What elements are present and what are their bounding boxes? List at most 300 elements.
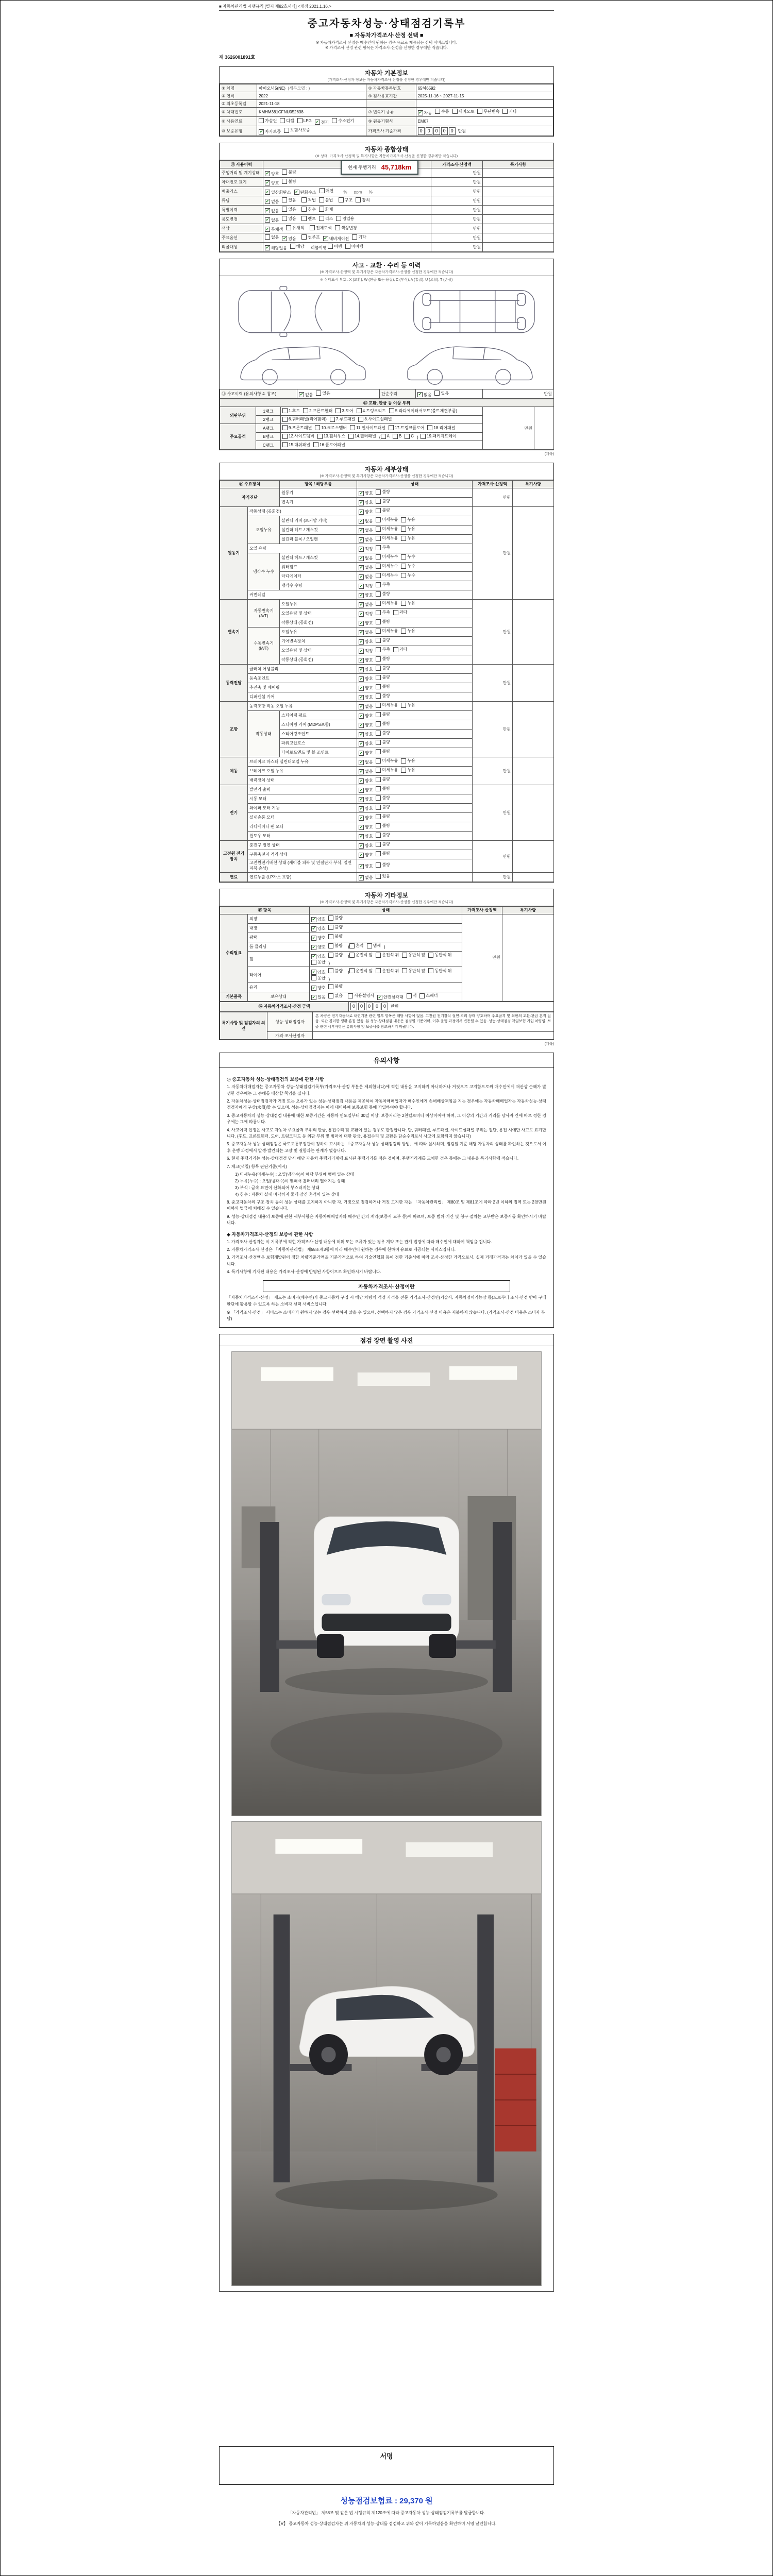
- checkbox-불량[interactable]: [376, 489, 390, 495]
- checkbox-있음[interactable]: [376, 873, 390, 879]
- checkbox-불량[interactable]: [376, 591, 390, 597]
- checkbox-label: 불량: [334, 925, 343, 930]
- checkbox-mark: [367, 943, 372, 948]
- checkbox-14.필러패널[interactable]: [348, 433, 376, 439]
- checkbox-label: 불량: [334, 943, 343, 948]
- text: 오일유량 및 상태: [281, 648, 312, 653]
- checkbox-9.프론트패널[interactable]: [282, 425, 312, 431]
- cell: [310, 951, 462, 967]
- checkbox-11.인사이드패널[interactable]: [350, 425, 385, 431]
- checkbox-미세누유[interactable]: [376, 535, 398, 541]
- checkbox-수소전기[interactable]: [332, 118, 354, 124]
- cell: [357, 497, 473, 506]
- checkbox-mark: ✔: [359, 713, 363, 718]
- checkbox-불량[interactable]: [328, 984, 342, 989]
- checkbox-불량[interactable]: [376, 739, 390, 745]
- checkbox-기타[interactable]: [352, 234, 366, 240]
- checkbox-있음[interactable]: [282, 197, 296, 203]
- checkbox-동반석 뒤[interactable]: [428, 968, 451, 974]
- checkbox-16.플로어패널[interactable]: [313, 442, 345, 448]
- cell: [248, 710, 280, 757]
- checkbox-양호[interactable]: [359, 834, 373, 839]
- checkbox-양호[interactable]: [359, 863, 373, 869]
- table-row: [220, 1032, 554, 1040]
- checkbox-불량[interactable]: [376, 711, 390, 717]
- text: 와이퍼 모터 기능: [249, 805, 280, 810]
- checkbox-label: 양호: [365, 834, 373, 839]
- checkbox-label: 2.프론트휀더: [309, 408, 333, 413]
- cell: [357, 599, 473, 608]
- checkbox-누수[interactable]: [401, 563, 415, 569]
- checkbox-누수[interactable]: [401, 554, 415, 560]
- checkbox-미세누수[interactable]: [376, 572, 398, 578]
- text: 수동변속기 (M/T): [254, 641, 275, 651]
- checkbox-mark: [336, 216, 341, 221]
- text: 리콜대상: [222, 245, 238, 250]
- checkbox-없음[interactable]: [265, 217, 279, 223]
- text: 고전원 전기장치: [223, 851, 244, 862]
- checkbox-불량[interactable]: [328, 924, 342, 930]
- checkbox-label: 미이행: [351, 244, 363, 249]
- checkbox-매연[interactable]: [320, 188, 333, 194]
- checkbox-양호[interactable]: [359, 796, 373, 802]
- checkbox-운전석 앞[interactable]: [349, 952, 373, 958]
- checkbox-양호[interactable]: [311, 935, 325, 941]
- checkbox-미세누유[interactable]: [376, 758, 398, 764]
- checkbox-불량[interactable]: [328, 943, 342, 948]
- checkbox-양호[interactable]: [359, 509, 373, 515]
- checkbox-미세누수[interactable]: [376, 554, 398, 560]
- checkbox-양호[interactable]: [359, 824, 373, 830]
- checkbox-자동[interactable]: [418, 110, 432, 116]
- checkbox-적정[interactable]: [359, 546, 373, 552]
- checkbox-없음[interactable]: [359, 518, 373, 524]
- checkbox-동반석 뒤[interactable]: [428, 952, 451, 958]
- cell: [357, 544, 473, 553]
- checkbox-잭[interactable]: [407, 993, 417, 998]
- checkbox-불량[interactable]: [376, 730, 390, 736]
- checkbox-19.패키지트레이[interactable]: [421, 433, 457, 439]
- checkbox-적정[interactable]: [359, 648, 373, 654]
- checkbox-운전석 앞[interactable]: [349, 968, 373, 974]
- cell: [357, 506, 473, 516]
- checkbox-장치[interactable]: [356, 197, 369, 203]
- checkbox-없음[interactable]: [359, 704, 373, 709]
- checkbox-무채색[interactable]: [265, 227, 283, 232]
- checkbox-불량[interactable]: [376, 749, 390, 754]
- cell: [483, 178, 554, 187]
- checkbox-탄화수소[interactable]: [294, 190, 316, 195]
- checkbox-운전석 뒤[interactable]: [376, 952, 399, 958]
- checkbox-3.도어[interactable]: [335, 408, 353, 414]
- checkbox-미세누유[interactable]: [376, 702, 398, 708]
- checkbox-양호[interactable]: [311, 926, 325, 931]
- cell: [310, 933, 462, 942]
- checkbox-있음[interactable]: [282, 216, 296, 222]
- checkbox-불량[interactable]: [376, 498, 390, 504]
- checkbox-양호[interactable]: [359, 592, 373, 598]
- checkbox-불량[interactable]: [376, 862, 390, 868]
- checkbox-있음[interactable]: [434, 391, 448, 396]
- checkbox-label: 불량: [382, 591, 390, 597]
- cell: [220, 992, 248, 1001]
- checkbox-불량[interactable]: [282, 179, 296, 184]
- cell: [310, 923, 462, 933]
- field-vin-label: [220, 108, 257, 117]
- checkbox-양호[interactable]: [265, 180, 279, 186]
- cell: [357, 831, 473, 840]
- checkbox-mark: ✔: [359, 490, 363, 496]
- checkbox-mark: ✔: [359, 704, 363, 709]
- checkbox-양호[interactable]: [311, 917, 325, 922]
- checkbox-미세누수[interactable]: [376, 563, 398, 569]
- checkbox-양호[interactable]: [359, 722, 373, 728]
- checkbox-전체도색[interactable]: [310, 225, 332, 231]
- checkbox-누유[interactable]: [401, 767, 415, 773]
- checkbox-양호[interactable]: [311, 954, 325, 959]
- checkbox-양호[interactable]: [359, 685, 373, 691]
- checkbox-양호[interactable]: [359, 778, 373, 784]
- checkbox-없음[interactable]: [359, 769, 373, 774]
- signature-space[interactable]: [220, 2461, 553, 2484]
- section-header: [220, 463, 553, 480]
- checkbox-누유[interactable]: [401, 526, 415, 532]
- checkbox-불량[interactable]: [376, 776, 390, 782]
- checkbox-불법[interactable]: [319, 197, 333, 203]
- checkbox-mark: ✔: [359, 685, 363, 690]
- checkbox-label: 있음: [288, 207, 296, 212]
- checkbox-label: 없음: [271, 234, 279, 240]
- table-row: [220, 701, 554, 710]
- cell: [357, 627, 473, 636]
- checkbox-불량[interactable]: [376, 507, 390, 513]
- checkbox-부족[interactable]: [376, 545, 390, 550]
- checkbox-있음[interactable]: [282, 236, 296, 242]
- checkbox-누유[interactable]: [401, 600, 415, 606]
- checkbox-유채색[interactable]: [286, 225, 304, 231]
- checkbox-label: 미세누유: [382, 517, 398, 522]
- checkbox-스패너[interactable]: [419, 993, 438, 998]
- checkbox-양호[interactable]: [359, 852, 373, 858]
- photo-side-illustration: [232, 1822, 541, 2285]
- checkbox-불량[interactable]: [328, 952, 342, 958]
- checkbox-mark: [376, 693, 381, 699]
- checkbox-불량[interactable]: [376, 684, 390, 689]
- checkbox-18.리어패널[interactable]: [427, 425, 455, 431]
- checkbox-양호[interactable]: [359, 694, 373, 700]
- checkbox-사용설명서[interactable]: [348, 993, 374, 998]
- text: 만원: [473, 208, 481, 213]
- checkbox-label: 양호: [365, 714, 373, 719]
- checkbox-불량[interactable]: [376, 851, 390, 856]
- text: 라디에이터: [281, 573, 301, 579]
- checkbox-label: 불량: [382, 666, 390, 671]
- notice-sub: 3) 부식 : 금속 표면이 산화되어 부스러지는 상태: [235, 1185, 320, 1190]
- checkbox-부족[interactable]: [376, 582, 390, 587]
- title-note-2: ※ 가격조사·산정 관련 항목은 가격조사·산정을 신청한 경우에만 적습니다.: [325, 45, 448, 50]
- checkbox-기타[interactable]: [502, 109, 516, 114]
- checkbox-7.루프패널[interactable]: [330, 416, 356, 422]
- checkbox-없음[interactable]: [359, 528, 373, 533]
- checkbox-없음[interactable]: [265, 208, 279, 214]
- checkbox-디젤[interactable]: [280, 118, 294, 124]
- checkbox-색상변경[interactable]: [335, 225, 357, 231]
- checkbox-없음[interactable]: [359, 875, 373, 880]
- checkbox-mark: [401, 517, 406, 522]
- checkbox-2.프론트휀더[interactable]: [303, 408, 332, 414]
- checkbox-누유[interactable]: [401, 758, 415, 764]
- checkbox-운전석 뒤[interactable]: [376, 968, 399, 974]
- checkbox-불량[interactable]: [328, 968, 342, 974]
- title-block: [219, 11, 554, 52]
- checkbox-구조[interactable]: [339, 197, 352, 203]
- checkbox-양호[interactable]: [311, 970, 325, 975]
- checkbox-수동[interactable]: [435, 109, 449, 114]
- checkbox-양호[interactable]: [359, 750, 373, 756]
- cell: [263, 206, 431, 215]
- checkbox-LPG[interactable]: [297, 118, 312, 123]
- checkbox-양호[interactable]: [359, 676, 373, 682]
- text: 냉각수 수량: [281, 583, 303, 588]
- checkbox-미세누유[interactable]: [376, 767, 398, 773]
- checkbox-label: 유채색: [292, 225, 305, 230]
- checkbox-양호[interactable]: [359, 639, 373, 645]
- checkbox-8.사이드실패널[interactable]: [358, 416, 392, 422]
- checkbox-미세누유[interactable]: [376, 628, 398, 634]
- checkbox-1.후드[interactable]: [282, 408, 300, 414]
- checkbox-양호[interactable]: [265, 171, 279, 177]
- checkbox-label: 동반석 뒤: [434, 953, 452, 958]
- cell: [280, 618, 357, 627]
- checkbox-label: 전기: [321, 120, 329, 125]
- checkbox-적정[interactable]: [359, 611, 373, 617]
- checkbox-미세누유[interactable]: [376, 600, 398, 606]
- checkbox-10.크로스멤버[interactable]: [315, 425, 347, 431]
- checkbox-없음[interactable]: [328, 993, 342, 998]
- checkbox-침수[interactable]: [301, 207, 315, 212]
- checkbox-해당없음[interactable]: [265, 245, 287, 251]
- checkbox-양호[interactable]: [359, 667, 373, 672]
- checkbox-동반석 앞[interactable]: [402, 968, 425, 974]
- checkbox-없음[interactable]: [359, 759, 373, 765]
- checkbox-양호[interactable]: [359, 713, 373, 719]
- checkbox-4.트렁크리드[interactable]: [357, 408, 386, 414]
- checkbox-label: 양호: [365, 658, 373, 663]
- cell: [248, 872, 357, 882]
- cell: [357, 859, 473, 872]
- checkbox-mark: [357, 408, 362, 413]
- checkbox-label: 19.패키지트레이: [427, 434, 457, 439]
- checkbox-동반석 앞[interactable]: [402, 952, 425, 958]
- checkbox-없음[interactable]: [359, 630, 373, 635]
- text: EM07: [417, 119, 429, 124]
- checkbox-세미오토[interactable]: [452, 109, 475, 114]
- checkbox-가솔린[interactable]: [259, 118, 277, 124]
- checkbox-양호[interactable]: [359, 741, 373, 747]
- checkbox-17.트렁크플로어[interactable]: [389, 425, 425, 431]
- checkbox-응급[interactable]: [311, 975, 325, 981]
- checkbox-불량[interactable]: [376, 814, 390, 819]
- checkbox-보험사보증[interactable]: [284, 127, 310, 133]
- checkbox-양호[interactable]: [359, 787, 373, 793]
- checkbox-13.휠하우스[interactable]: [317, 433, 345, 439]
- checkbox-불량[interactable]: [376, 693, 390, 699]
- checkbox-없음[interactable]: [359, 565, 373, 570]
- checkbox-있음[interactable]: [316, 391, 330, 396]
- checkbox-불량[interactable]: [328, 934, 342, 939]
- checkbox-누유[interactable]: [401, 535, 415, 541]
- checkbox-리스[interactable]: [319, 216, 333, 222]
- checkbox-부족[interactable]: [376, 609, 390, 615]
- checkbox-누유[interactable]: [401, 702, 415, 708]
- checkbox-label: 구조: [344, 197, 353, 202]
- checkbox-없음[interactable]: [359, 537, 373, 543]
- checkbox-불량[interactable]: [376, 721, 390, 726]
- checkbox-A[interactable]: [381, 434, 390, 439]
- checkbox-양호[interactable]: [359, 620, 373, 626]
- checkbox-label: 없음: [365, 528, 373, 533]
- text: ③ 연식: [222, 93, 234, 98]
- checkbox-전기[interactable]: [315, 120, 329, 125]
- cell: [220, 599, 248, 664]
- text: 원동기: [281, 490, 294, 495]
- checkbox-mark: ✔: [265, 171, 270, 176]
- checkbox-불량[interactable]: [376, 665, 390, 671]
- checkbox-불량[interactable]: [376, 832, 390, 838]
- text: 가격조사·산정액: [442, 162, 472, 167]
- notice-sub: 4) 침수 : 자동차 실내 바닥까지 물에 잠긴 흔적이 있는 상태: [235, 1192, 339, 1197]
- checkbox-불량[interactable]: [376, 823, 390, 828]
- checkbox-미세누유[interactable]: [376, 517, 398, 522]
- checkbox-양호[interactable]: [311, 985, 325, 991]
- checkbox-썬루프[interactable]: [301, 234, 320, 240]
- checkbox-자가보증[interactable]: [259, 129, 281, 134]
- checkbox-없음[interactable]: [265, 234, 279, 240]
- cell: [220, 664, 248, 701]
- checkbox-누유[interactable]: [401, 517, 415, 522]
- checkbox-12.사이드멤버[interactable]: [282, 433, 314, 439]
- notice-p: 2. 자동차가격조사·산정은 「자동차관리법」 제58조제3항에 따라 매수인이 원하는 경우에 한하여 유료로 제공되는 서비스입니다.: [227, 1247, 456, 1252]
- checkbox-mark: [339, 197, 344, 202]
- checkbox-불량[interactable]: [376, 637, 390, 643]
- checkbox-5.라디에이터서포트(볼트체결부품)[interactable]: [389, 408, 457, 414]
- checkbox-있음[interactable]: [282, 207, 296, 212]
- checkbox-mark: [328, 968, 333, 973]
- text: 오일누유: [281, 601, 297, 606]
- checkbox-없음[interactable]: [359, 602, 373, 607]
- checkbox-label: 없음: [365, 704, 373, 709]
- text: ⑪ 사용이력: [230, 162, 253, 167]
- checkbox-없음[interactable]: [265, 199, 279, 205]
- checkbox-6.쿼터패널(리어휀더)[interactable]: [282, 416, 327, 422]
- checkbox-과다[interactable]: [393, 609, 407, 615]
- checkbox-양호[interactable]: [359, 732, 373, 737]
- footer-note-2: 【Ⅴ】 중고자동차 성능·상태점검자는 위 자동차의 성능·상태를 점검하고 위와 같이 기록하였음을 확인하며 서명 날인합니다.: [276, 2521, 497, 2527]
- checkbox-해당[interactable]: [290, 244, 304, 249]
- checkbox-없음[interactable]: [359, 555, 373, 561]
- checkbox-불량[interactable]: [328, 915, 342, 921]
- checkbox-양호[interactable]: [359, 500, 373, 505]
- checkbox-불량[interactable]: [376, 795, 390, 801]
- checkbox-미이행[interactable]: [345, 244, 363, 249]
- checkbox-label: 누유: [407, 517, 415, 522]
- checkbox-양호[interactable]: [359, 806, 373, 811]
- checkbox-적정[interactable]: [359, 583, 373, 589]
- checkbox-양호[interactable]: [311, 944, 325, 950]
- text: 룸 클리닝: [249, 944, 267, 949]
- checkbox-흔적[interactable]: [349, 943, 363, 948]
- text: 구동축전지 격리 상태: [249, 852, 288, 857]
- checkbox-이행[interactable]: [328, 244, 342, 249]
- checkbox-안전삼각대[interactable]: [377, 994, 404, 1000]
- cell: [220, 196, 263, 206]
- checkbox-mark: [290, 244, 295, 249]
- checkbox-응급[interactable]: [311, 959, 325, 965]
- checkbox-네비게이션[interactable]: [323, 236, 349, 242]
- checkbox-불량[interactable]: [282, 170, 296, 175]
- checkbox-mark: ✔: [359, 630, 363, 635]
- checkbox-무단변속[interactable]: [477, 109, 499, 114]
- checkbox-화재[interactable]: [319, 207, 333, 212]
- checkbox-불량[interactable]: [376, 804, 390, 810]
- text: 만원: [502, 854, 511, 859]
- checkbox-불량[interactable]: [376, 841, 390, 847]
- checkbox-없음[interactable]: [417, 392, 431, 398]
- cell: [513, 785, 554, 840]
- checkbox-불량[interactable]: [376, 619, 390, 624]
- accident-history-label: [220, 389, 297, 399]
- checkbox-영업용[interactable]: [336, 216, 354, 222]
- text: 튜닝: [222, 198, 230, 204]
- text: 만원: [473, 217, 481, 222]
- checkbox-양호[interactable]: [359, 815, 373, 821]
- checkbox-C[interactable]: [405, 434, 414, 439]
- checkbox-있음[interactable]: [311, 994, 325, 1000]
- checkbox-렌트[interactable]: [301, 216, 315, 222]
- checkbox-불량[interactable]: [376, 786, 390, 791]
- checkbox-mark: [376, 573, 381, 578]
- checkbox-없음[interactable]: [359, 574, 373, 580]
- checkbox-B[interactable]: [393, 434, 401, 439]
- checkbox-미세누유[interactable]: [376, 526, 398, 532]
- checkbox-일산화탄소[interactable]: [265, 190, 291, 195]
- cell: [280, 608, 357, 618]
- checkbox-부족[interactable]: [376, 647, 390, 652]
- checkbox-누수[interactable]: [401, 572, 415, 578]
- checkbox-양호[interactable]: [359, 657, 373, 663]
- checkbox-냄새[interactable]: [367, 943, 381, 948]
- checkbox-과다[interactable]: [393, 647, 407, 652]
- cell: [357, 738, 473, 748]
- cell: [281, 415, 483, 424]
- checkbox-적법[interactable]: [301, 197, 315, 203]
- unit-label: 만원: [391, 1004, 399, 1009]
- checkbox-label: 6.쿼터패널(리어휀더): [289, 417, 327, 422]
- checkbox-mark: [428, 968, 433, 973]
- text: 실내송풍 모터: [249, 815, 275, 820]
- checkbox-mark: [311, 960, 316, 965]
- checkbox-mark: ✔: [359, 863, 363, 869]
- checkbox-없음[interactable]: [299, 392, 313, 398]
- checkbox-양호[interactable]: [359, 843, 373, 849]
- cell: [280, 646, 357, 655]
- checkbox-누유[interactable]: [401, 628, 415, 634]
- checkbox-불량[interactable]: [376, 674, 390, 680]
- checkbox-불량[interactable]: [376, 656, 390, 662]
- text: 라디에이터 팬 모터: [249, 824, 284, 829]
- checkbox-양호[interactable]: [359, 490, 373, 496]
- checkbox-15.대쉬패널[interactable]: [282, 442, 310, 448]
